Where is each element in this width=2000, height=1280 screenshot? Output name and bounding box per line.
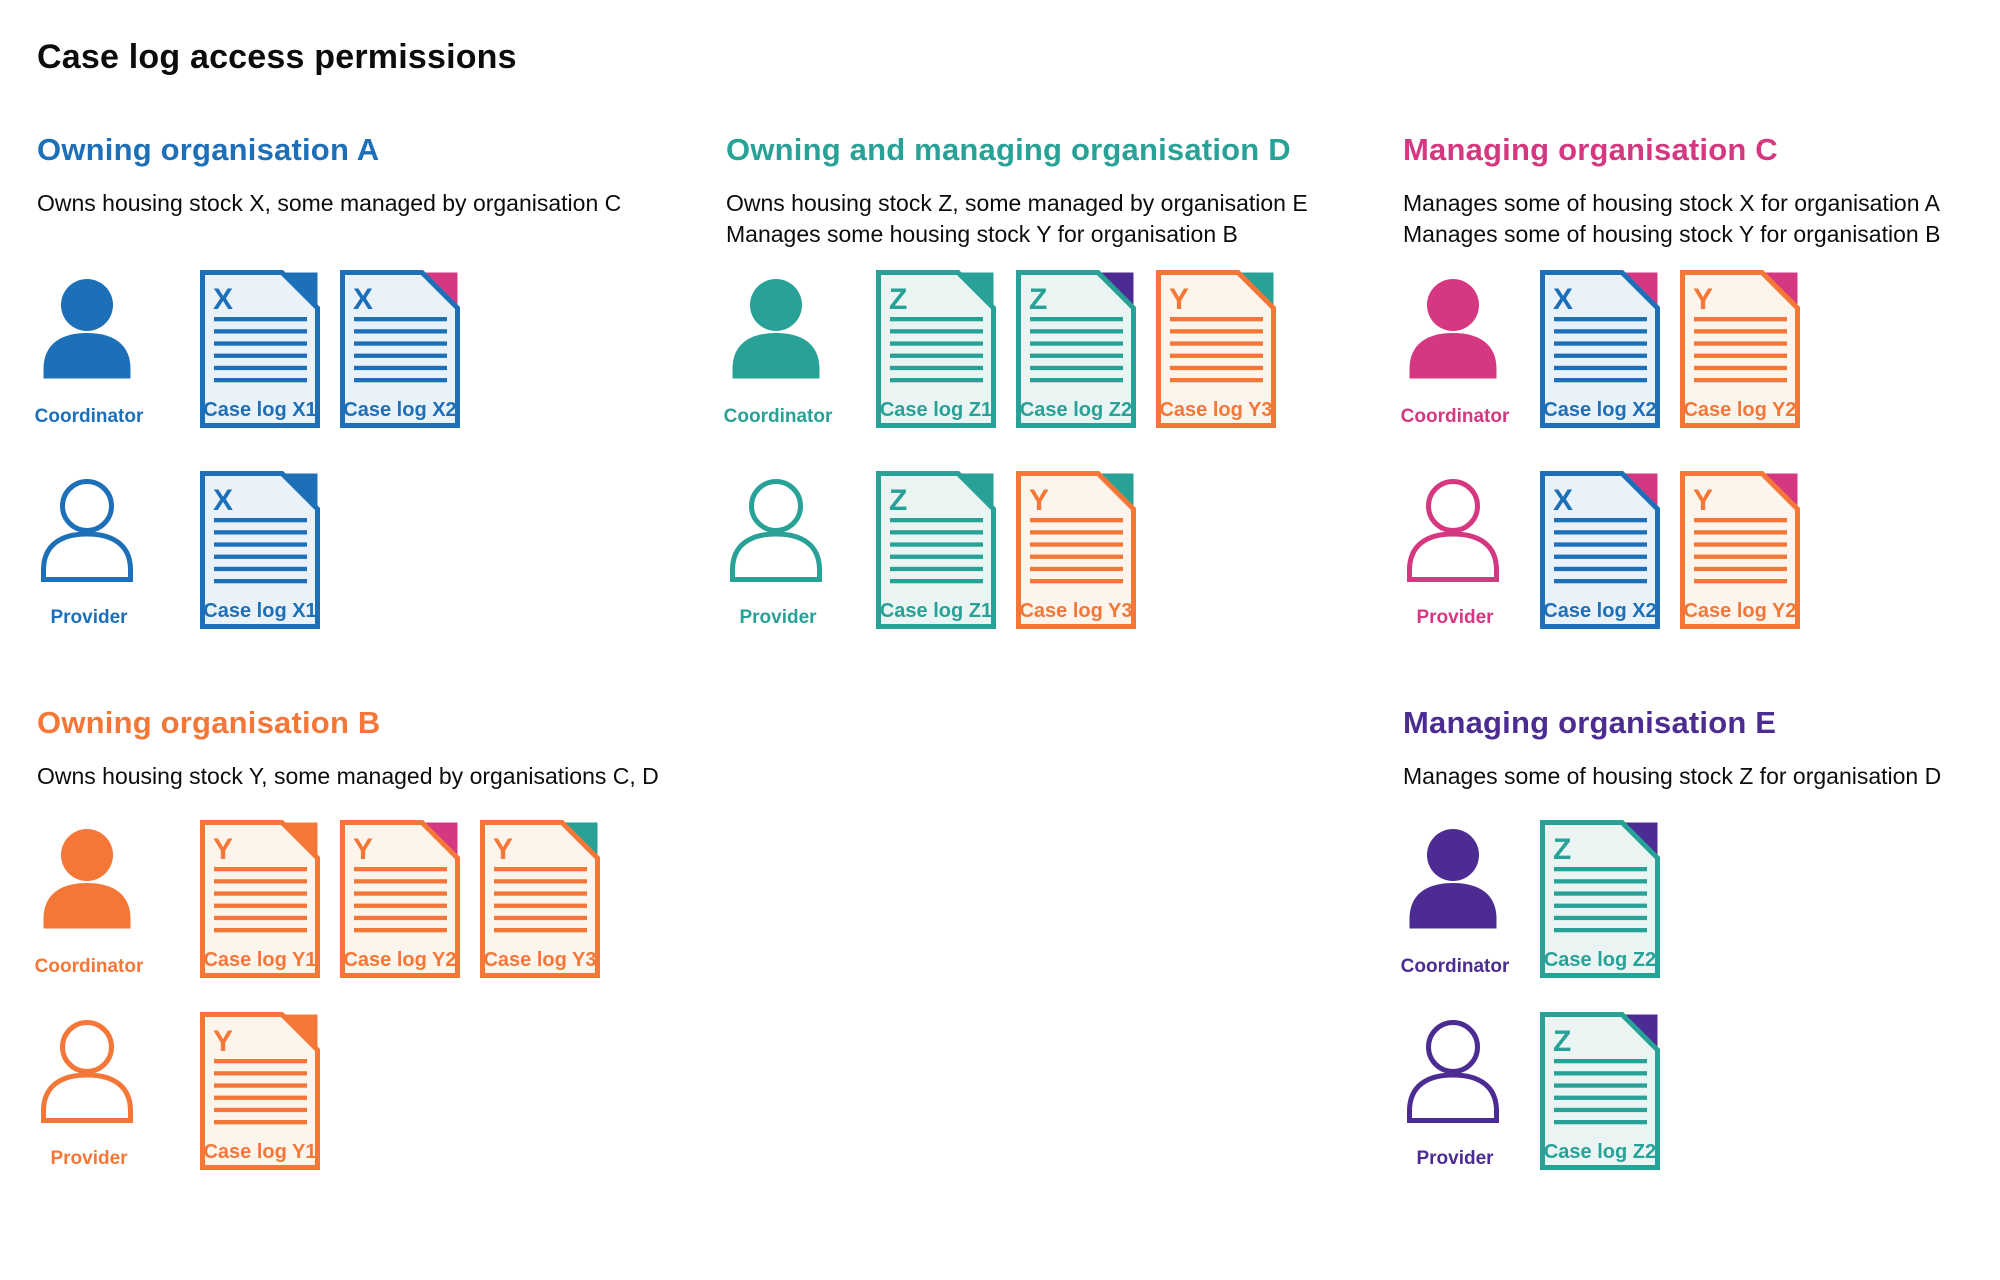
document-label: Case log X1	[203, 600, 317, 622]
document-text-line	[1030, 341, 1123, 345]
case-log-document	[1540, 820, 1660, 978]
document-label: Case log X2	[1543, 399, 1657, 421]
section-heading: Owning organisation B	[37, 705, 381, 740]
document-label: Case log X1	[203, 399, 317, 421]
document-text-line	[1554, 317, 1647, 321]
document-text-line	[1694, 317, 1787, 321]
document-label: Case log Y1	[203, 1141, 317, 1163]
document-text-line	[354, 329, 447, 333]
stock-letter: Y	[353, 833, 374, 866]
person-body	[44, 1075, 131, 1121]
case-log-documents	[1540, 820, 1660, 978]
document-text-line	[1694, 378, 1787, 382]
case-log-document	[200, 1012, 320, 1170]
document-text-line	[1030, 366, 1123, 370]
role-label: Coordinator	[34, 956, 144, 977]
stock-letter: Y	[1029, 484, 1050, 517]
document-text-line	[214, 579, 307, 583]
role-label: Provider	[1416, 607, 1494, 628]
document-text-line	[890, 530, 983, 534]
document-text-line	[890, 341, 983, 345]
document-text-line	[214, 1071, 307, 1075]
section-description	[37, 188, 697, 219]
case-log-document	[1016, 471, 1136, 629]
person-block	[1405, 478, 1501, 628]
document-text-line	[494, 879, 587, 883]
document-label: Case log Y2	[1683, 600, 1797, 622]
person-block	[34, 827, 144, 977]
document-text-line	[1554, 354, 1647, 358]
document-text-line	[1030, 567, 1123, 571]
provider-person-icon	[728, 478, 824, 582]
document-text-line	[1694, 341, 1787, 345]
document-text-line	[214, 530, 307, 534]
coordinator-row	[34, 268, 697, 430]
document-text-line	[1030, 530, 1123, 534]
document-text-line	[1694, 518, 1787, 522]
document-text-line	[890, 354, 983, 358]
document-text-line	[1030, 555, 1123, 559]
document-text-line	[1554, 904, 1647, 908]
person-block	[39, 1019, 135, 1169]
document-text-line	[1554, 329, 1647, 333]
case-log-document	[1540, 471, 1660, 629]
document-text-line	[1694, 329, 1787, 333]
document-text-line	[214, 879, 307, 883]
person-block	[1400, 827, 1510, 977]
stock-letter: X	[213, 484, 234, 517]
document-text-line	[1554, 1059, 1647, 1063]
document-text-line	[1554, 916, 1647, 920]
stock-letter: Z	[889, 484, 908, 517]
document-text-line	[1554, 1108, 1647, 1112]
case-log-document	[340, 820, 460, 978]
coordinator-row	[34, 818, 697, 980]
stock-letter: X	[213, 283, 234, 316]
stock-letter: Y	[213, 833, 234, 866]
coordinator-person-icon	[728, 277, 824, 381]
document-text-line	[1554, 1083, 1647, 1087]
section-heading: Owning organisation A	[37, 132, 380, 167]
document-text-line	[214, 904, 307, 908]
stock-letter: Z	[1553, 1025, 1572, 1058]
provider-row	[37, 469, 697, 631]
case-log-documents	[1540, 471, 1800, 629]
provider-row	[726, 469, 1376, 631]
section-description	[1403, 188, 1983, 250]
document-label: Case log Z1	[879, 600, 993, 622]
provider-row	[37, 1010, 697, 1172]
person-head	[1427, 829, 1479, 881]
document-text-line	[494, 891, 587, 895]
person-body	[44, 534, 131, 580]
person-head	[63, 1023, 112, 1072]
document-text-line	[354, 341, 447, 345]
role-label: Coordinator	[723, 406, 833, 427]
provider-person-icon	[39, 478, 135, 582]
role-label: Coordinator	[1400, 956, 1510, 977]
document-text-line	[494, 916, 587, 920]
document-text-line	[1694, 354, 1787, 358]
provider-person-icon	[1405, 1019, 1501, 1123]
document-text-line	[214, 1096, 307, 1100]
document-text-line	[1030, 518, 1123, 522]
role-label: Provider	[50, 607, 128, 628]
case-log-document	[1156, 270, 1276, 428]
document-text-line	[1554, 542, 1647, 546]
person-body	[1410, 333, 1497, 379]
role-label: Provider	[739, 607, 817, 628]
person-head	[1429, 482, 1478, 531]
document-text-line	[1694, 579, 1787, 583]
stock-letter: Z	[1029, 283, 1048, 316]
case-log-document	[876, 471, 996, 629]
stock-letter: Y	[493, 833, 514, 866]
person-head	[1429, 1023, 1478, 1072]
coordinator-row	[1400, 818, 1983, 980]
document-text-line	[1030, 378, 1123, 382]
stock-letter: Y	[1693, 283, 1714, 316]
section-managing-organisation-e	[1400, 703, 1983, 1169]
case-log-document	[200, 471, 320, 629]
document-text-line	[1170, 341, 1263, 345]
person-head	[63, 482, 112, 531]
case-log-documents	[200, 820, 600, 978]
case-log-document	[876, 270, 996, 428]
document-text-line	[494, 867, 587, 871]
stock-letter: Z	[889, 283, 908, 316]
document-label: Case log X2	[1543, 600, 1657, 622]
document-text-line	[1554, 1071, 1647, 1075]
document-text-line	[1030, 317, 1123, 321]
section-description-line: Owns housing stock X, some managed by organisation C	[37, 190, 622, 216]
document-text-line	[214, 317, 307, 321]
document-text-line	[214, 916, 307, 920]
case-log-document	[1540, 270, 1660, 428]
section-description	[37, 761, 697, 792]
document-text-line	[1694, 542, 1787, 546]
document-text-line	[1170, 366, 1263, 370]
document-label: Case log Z1	[879, 399, 993, 421]
case-log-document	[1680, 471, 1800, 629]
role-label: Provider	[50, 1148, 128, 1169]
document-text-line	[1554, 879, 1647, 883]
document-text-line	[1030, 354, 1123, 358]
person-head	[61, 829, 113, 881]
stock-letter: X	[1553, 283, 1574, 316]
person-block	[723, 277, 833, 427]
case-log-documents	[876, 471, 1136, 629]
document-text-line	[1170, 317, 1263, 321]
provider-person-icon	[1405, 478, 1501, 582]
document-text-line	[354, 366, 447, 370]
section-description	[726, 188, 1376, 250]
document-text-line	[354, 879, 447, 883]
document-text-line	[1554, 579, 1647, 583]
document-text-line	[214, 567, 307, 571]
document-label: Case log Y3	[483, 949, 597, 971]
document-text-line	[214, 378, 307, 382]
document-text-line	[354, 354, 447, 358]
document-text-line	[1030, 579, 1123, 583]
case-log-documents	[200, 1012, 320, 1170]
role-label: Coordinator	[1400, 406, 1510, 427]
document-text-line	[1170, 354, 1263, 358]
document-label: Case log Z2	[1543, 949, 1657, 971]
case-log-document	[1680, 270, 1800, 428]
document-text-line	[1554, 555, 1647, 559]
section-heading: Owning and managing organisation D	[726, 132, 1291, 167]
section-description-line: Manages some housing stock Y for organisation B	[726, 221, 1238, 247]
coordinator-person-icon	[1405, 277, 1501, 381]
document-text-line	[1030, 542, 1123, 546]
person-head	[750, 279, 802, 331]
document-text-line	[890, 329, 983, 333]
coordinator-person-icon	[1405, 827, 1501, 931]
document-text-line	[214, 867, 307, 871]
document-text-line	[214, 1120, 307, 1124]
stock-letter: Z	[1553, 833, 1572, 866]
document-label: Case log Y2	[343, 949, 457, 971]
document-text-line	[1694, 530, 1787, 534]
document-label: Case log Y1	[203, 949, 317, 971]
document-text-line	[214, 329, 307, 333]
document-text-line	[1554, 867, 1647, 871]
provider-person-icon	[39, 1019, 135, 1123]
person-body	[44, 883, 131, 929]
section-owning-organisation-a	[34, 130, 697, 628]
person-head	[1427, 279, 1479, 331]
document-label: Case log Y3	[1159, 399, 1273, 421]
document-text-line	[1694, 555, 1787, 559]
stock-letter: X	[1553, 484, 1574, 517]
document-text-line	[890, 366, 983, 370]
document-label: Case log X2	[343, 399, 457, 421]
person-body	[733, 333, 820, 379]
case-log-documents	[200, 270, 460, 428]
provider-row	[1403, 469, 1983, 631]
case-log-document	[200, 820, 320, 978]
coordinator-person-icon	[39, 827, 135, 931]
stock-letter: Y	[1693, 484, 1714, 517]
case-log-document	[480, 820, 600, 978]
document-text-line	[214, 354, 307, 358]
document-text-line	[494, 904, 587, 908]
section-description	[1403, 761, 1983, 792]
document-text-line	[1554, 1120, 1647, 1124]
document-text-line	[1170, 329, 1263, 333]
case-log-document	[1540, 1012, 1660, 1170]
section-description-line: Owns housing stock Y, some managed by organisations C, D	[37, 763, 659, 789]
document-label: Case log Z2	[1019, 399, 1133, 421]
document-text-line	[1030, 329, 1123, 333]
person-body	[1410, 883, 1497, 929]
document-text-line	[354, 891, 447, 895]
document-text-line	[890, 567, 983, 571]
document-label: Case log Y3	[1019, 600, 1133, 622]
document-text-line	[1554, 518, 1647, 522]
coordinator-row	[723, 268, 1376, 430]
document-text-line	[214, 341, 307, 345]
document-label: Case log Y2	[1683, 399, 1797, 421]
section-owning-organisation-b	[34, 703, 697, 1169]
stock-letter: X	[353, 283, 374, 316]
person-block	[728, 478, 824, 628]
person-block	[34, 277, 144, 427]
case-log-documents	[1540, 1012, 1660, 1170]
document-text-line	[1554, 891, 1647, 895]
person-body	[1410, 534, 1497, 580]
document-text-line	[890, 542, 983, 546]
document-text-line	[1554, 341, 1647, 345]
document-text-line	[214, 366, 307, 370]
document-text-line	[890, 518, 983, 522]
section-heading: Managing organisation E	[1403, 705, 1777, 740]
role-label: Provider	[1416, 1148, 1494, 1169]
page-title: Case log access permissions	[37, 38, 517, 76]
person-body	[1410, 1075, 1497, 1121]
case-log-documents	[876, 270, 1276, 428]
document-text-line	[214, 555, 307, 559]
document-text-line	[214, 928, 307, 932]
case-log-document	[340, 270, 460, 428]
section-heading: Managing organisation C	[1403, 132, 1778, 167]
person-body	[44, 333, 131, 379]
person-block	[39, 478, 135, 628]
person-body	[733, 534, 820, 580]
document-text-line	[214, 1059, 307, 1063]
document-label: Case log Z2	[1543, 1141, 1657, 1163]
case-log-document	[200, 270, 320, 428]
section-owning-and-managing-organisation-d	[723, 130, 1376, 628]
document-text-line	[354, 928, 447, 932]
document-text-line	[1554, 567, 1647, 571]
person-block	[1400, 277, 1510, 427]
document-text-line	[890, 579, 983, 583]
document-text-line	[890, 555, 983, 559]
document-text-line	[1554, 366, 1647, 370]
case-log-documents	[200, 471, 320, 629]
coordinator-person-icon	[39, 277, 135, 381]
document-text-line	[890, 378, 983, 382]
document-text-line	[214, 518, 307, 522]
document-text-line	[1170, 378, 1263, 382]
section-description-line: Manages some of housing stock Y for organisation B	[1403, 221, 1941, 247]
stock-letter: Y	[213, 1025, 234, 1058]
stock-letter: Y	[1169, 283, 1190, 316]
section-description-line: Manages some of housing stock Z for organisation D	[1403, 763, 1942, 789]
coordinator-row	[1400, 268, 1983, 430]
document-text-line	[214, 891, 307, 895]
section-managing-organisation-c	[1400, 130, 1983, 628]
section-description-line: Manages some of housing stock X for organisation A	[1403, 190, 1940, 216]
document-text-line	[1694, 366, 1787, 370]
document-text-line	[214, 542, 307, 546]
case-log-documents	[1540, 270, 1800, 428]
document-text-line	[1554, 530, 1647, 534]
person-head	[752, 482, 801, 531]
document-text-line	[354, 904, 447, 908]
person-head	[61, 279, 113, 331]
provider-row	[1403, 1010, 1983, 1172]
document-text-line	[214, 1108, 307, 1112]
document-text-line	[354, 867, 447, 871]
document-text-line	[1554, 928, 1647, 932]
role-label: Coordinator	[34, 406, 144, 427]
document-text-line	[494, 928, 587, 932]
document-text-line	[214, 1083, 307, 1087]
document-text-line	[354, 378, 447, 382]
case-log-document	[1016, 270, 1136, 428]
document-text-line	[1554, 378, 1647, 382]
person-block	[1405, 1019, 1501, 1169]
document-text-line	[354, 916, 447, 920]
document-text-line	[890, 317, 983, 321]
document-text-line	[354, 317, 447, 321]
document-text-line	[1554, 1096, 1647, 1100]
document-text-line	[1694, 567, 1787, 571]
section-description-line: Owns housing stock Z, some managed by organisation E	[726, 190, 1308, 216]
